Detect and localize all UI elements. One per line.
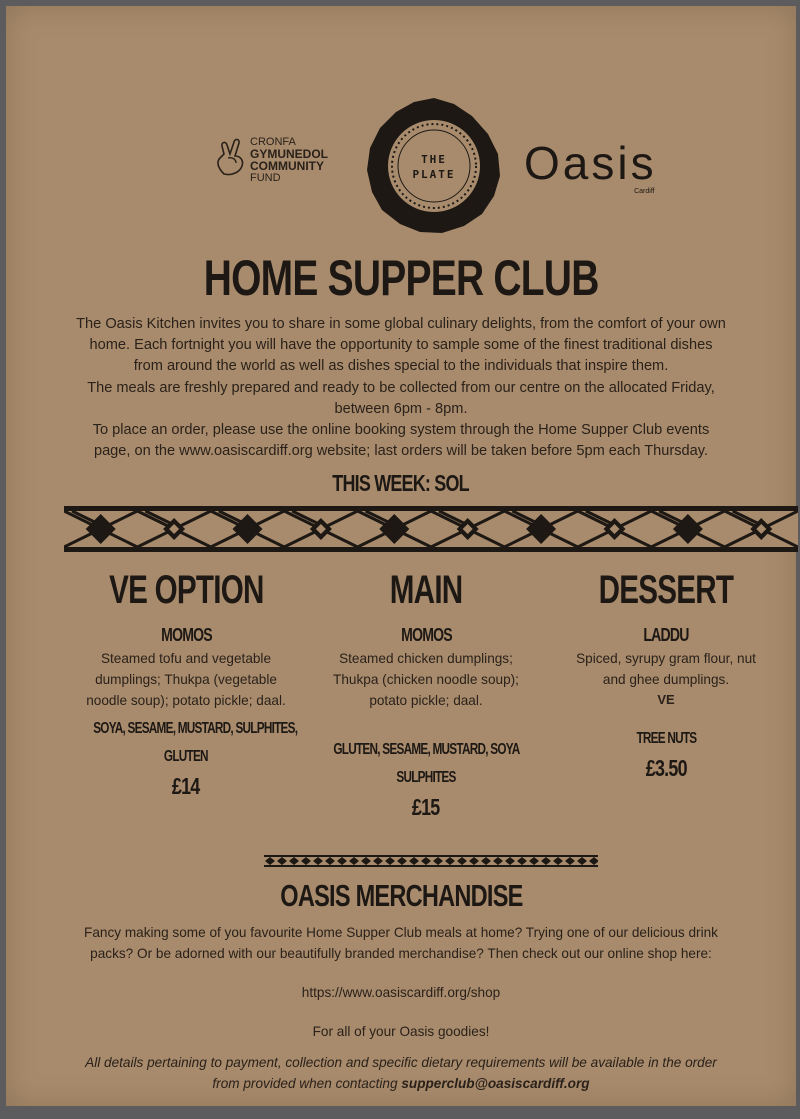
price: £15 [412,794,440,820]
oasis-logo [524,137,657,195]
merch-heading: OASIS MERCHANDISE [279,878,523,913]
fund-line-3: COMMUNITY [250,159,324,173]
menu-column-main [301,562,551,822]
crossed-fingers-icon [214,138,250,178]
shop-url[interactable]: https://www.oasiscardiff.org/shop [301,985,501,1000]
dish-name: MOMOS [160,625,212,645]
dish-name: LADDU [643,625,689,645]
community-fund-logo [214,136,354,206]
plate-line-1: THE [421,153,447,166]
allergen-line-2: SULPHITES [396,769,456,786]
merch-tagline: For all of your Oasis goodies! [312,1024,490,1039]
page-title: HOME SUPPER CLUB [203,250,599,306]
menu-heading: DESSERT [598,568,734,612]
the-plate-logo [364,96,504,236]
menu-column-ve-option [61,562,311,801]
allergen-line: SOYA, SESAME, MUSTARD, SULPHITES, [93,720,298,737]
oasis-subtitle: Cardiff [634,188,655,195]
footer-text: All details pertaining to payment, collection and specific dietary requirements will be available in the order from provided when contacting [85,1055,717,1091]
fund-line-1: CRONFA [250,136,296,148]
intro-paragraph-3: To place an order, please use the online booking system through the Home Supper Club events page, on the www.oasiscardiff.org website; last orders will be taken before 5pm each Thursday. [92,422,710,460]
merch-paragraph: Fancy making some of you favourite Home Supper Club meals at home? Trying one of our delicious drink packs? Or be adorned with our beautifully branded merchandise? Then check out our online shop here: [84,925,718,961]
menu-heading: VE OPTION [108,568,264,612]
allergen-line: GLUTEN, SESAME, MUSTARD, SOYA [332,741,520,758]
intro-paragraph-1: The Oasis Kitchen invites you to share in some global culinary delights, from the comfort of your own home. Each fortnight you will have the opportunity to sample some of the finest traditional dishes from around the world as well as dishes special to the individuals that inspire them. [76,316,726,375]
this-week-heading: THIS WEEK: SOL [332,470,470,496]
plate-line-2: PLATE [412,168,456,181]
footer-note [76,1052,726,1094]
merch-text [76,922,726,964]
intro-text [76,314,726,462]
dish-description: Spiced, syrupy gram flour, nut and ghee dumplings. [576,651,756,687]
allergen-line: TREE NUTS [636,730,696,747]
intro-paragraph-2: The meals are freshly prepared and ready to be collected from our centre on the allocated Friday, between 6pm - 8pm. [87,379,715,417]
dish-description: Steamed chicken dumplings; Thukpa (chicken noodle soup); potato pickle; daal. [333,651,519,708]
vegan-tag: VE [657,692,675,707]
oasis-wordmark: Oasis [524,137,657,189]
dish-description: Steamed tofu and vegetable dumplings; Thukpa (vegetable noodle soup); potato pickle; daal. [86,651,286,708]
fund-line-2: GYMUNEDOL [250,147,328,161]
price: £3.50 [645,755,687,781]
pattern-divider [264,855,598,867]
contact-email[interactable]: supperclub@oasiscardiff.org [401,1076,590,1091]
flyer-sheet [6,6,796,1106]
menu-heading: MAIN [389,568,463,612]
dish-name: MOMOS [400,625,452,645]
price: £14 [172,773,200,799]
fund-line-4: FUND [250,172,281,184]
allergen-line-2: GLUTEN [164,748,208,765]
menu-column-dessert [541,562,791,783]
tribal-pattern-band [64,506,798,552]
